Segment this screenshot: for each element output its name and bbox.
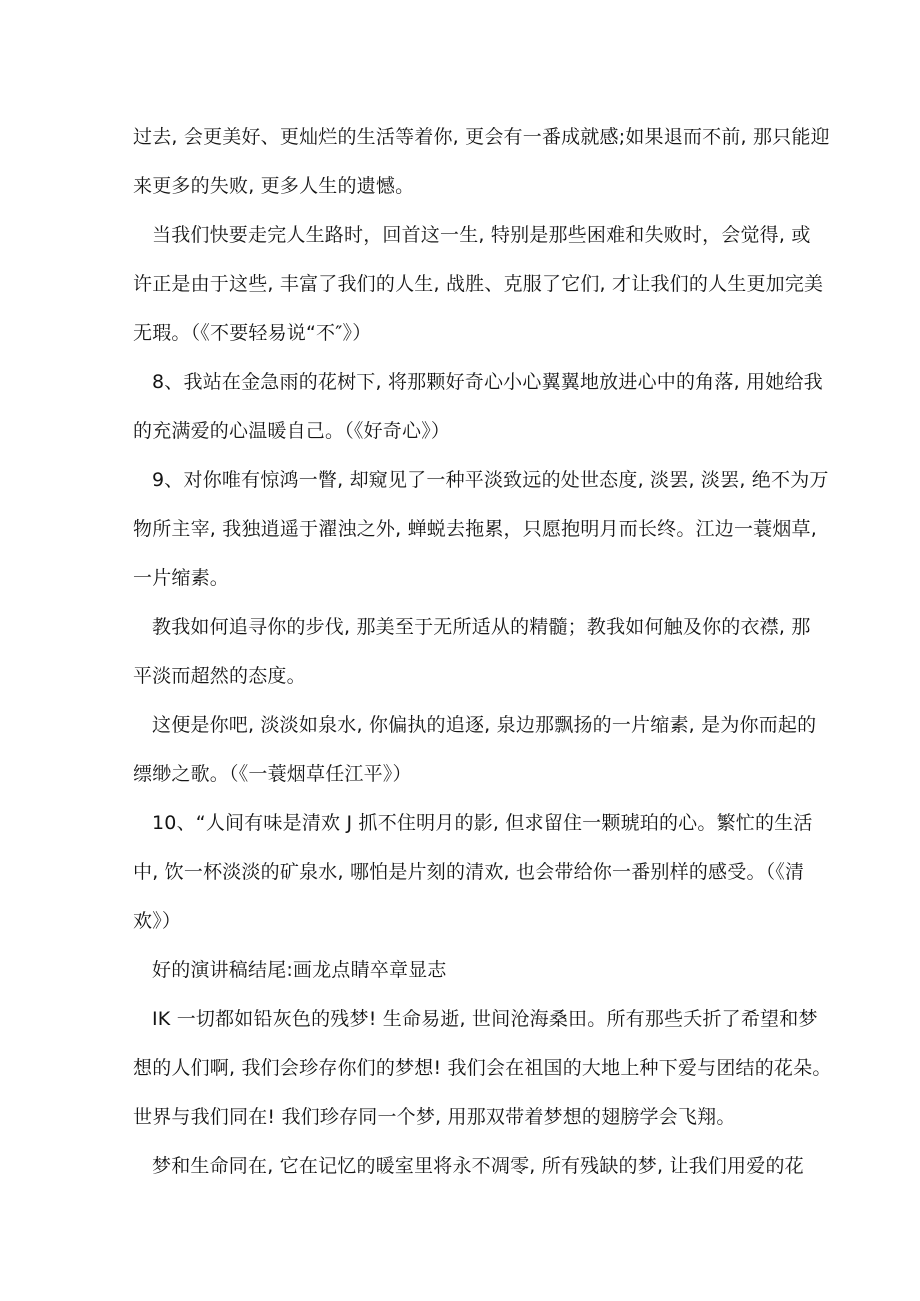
text-line: 缥缈之歌。（《一蓑烟草任江平》） (133, 763, 412, 785)
text-line: 来更多的失败, 更多人生的遗憾。 (133, 175, 415, 197)
text-line: 世界与我们同在! 我们珍存同一个梦, 用那双带着梦想的翅膀学会飞翔。 (133, 1106, 736, 1128)
text-line: 过去, 会更美好、更灿烂的生活等着你, 更会有一番成就感;如果退而不前, 那只能迎 (133, 126, 830, 148)
text-line: IK 一切都如铅灰色的残梦! 生命易逝, 世间沧海桑田。所有那些夭折了希望和梦 (152, 1008, 818, 1030)
text-line: 10、“人间有味是清欢 J 抓不住明月的影, 但求留住一颗琥珀的心。繁忙的生活 (152, 812, 813, 834)
text-line: 这便是你吧, 淡淡如泉水, 你偏执的追逐, 泉边那飘扬的一片缩素, 是为你而起的 (152, 714, 817, 736)
text-line: 想的人们啊, 我们会珍存你们的梦想! 我们会在祖国的大地上种下爱与团结的花朵。 (133, 1057, 832, 1079)
text-line: 9、对你唯有惊鸿一瞥, 却窥见了一种平淡致远的处世态度, 淡罢, 淡罢, 绝不为万 (152, 469, 829, 491)
text-line: 教我如何追寻你的步伐, 那美至于无所适从的精髓；教我如何触及你的衣襟, 那 (152, 616, 811, 638)
section-heading: 好的演讲稿结尾:画龙点睛卒章显志 (152, 959, 447, 981)
text-line: 欢》） (133, 910, 182, 932)
text-line: 无瑕。（《不要轻易说“不″》） (133, 322, 372, 344)
text-line: 平淡而超然的态度。 (133, 665, 306, 687)
text-line: 一片缩素。 (133, 567, 230, 589)
text-line: 当我们快要走完人生路时，回首这一生, 特别是那些困难和失败时，会觉得, 或 (152, 224, 811, 246)
text-line: 8、我站在金急雨的花树下, 将那颗好奇心小心翼翼地放进心中的角落, 用她给我 (152, 371, 823, 393)
text-line: 许正是由于这些, 丰富了我们的人生, 战胜、克服了它们, 才让我们的人生更加完美 (133, 273, 824, 295)
text-line: 物所主宰, 我独逍遥于濯浊之外, 蝉蜕去拖累，只愿抱明月而长终。江边一蓑烟草, (133, 518, 817, 540)
text-line: 中, 饮一杯淡淡的矿泉水, 哪怕是片刻的清欢, 也会带给你一番别样的感受。（《清 (133, 861, 805, 883)
text-line: 梦和生命同在, 它在记忆的暖室里将永不凋零, 所有残缺的梦, 让我们用爱的花 (152, 1155, 804, 1177)
text-line: 的充满爱的心温暖自己。（《好奇心》） (133, 420, 451, 442)
